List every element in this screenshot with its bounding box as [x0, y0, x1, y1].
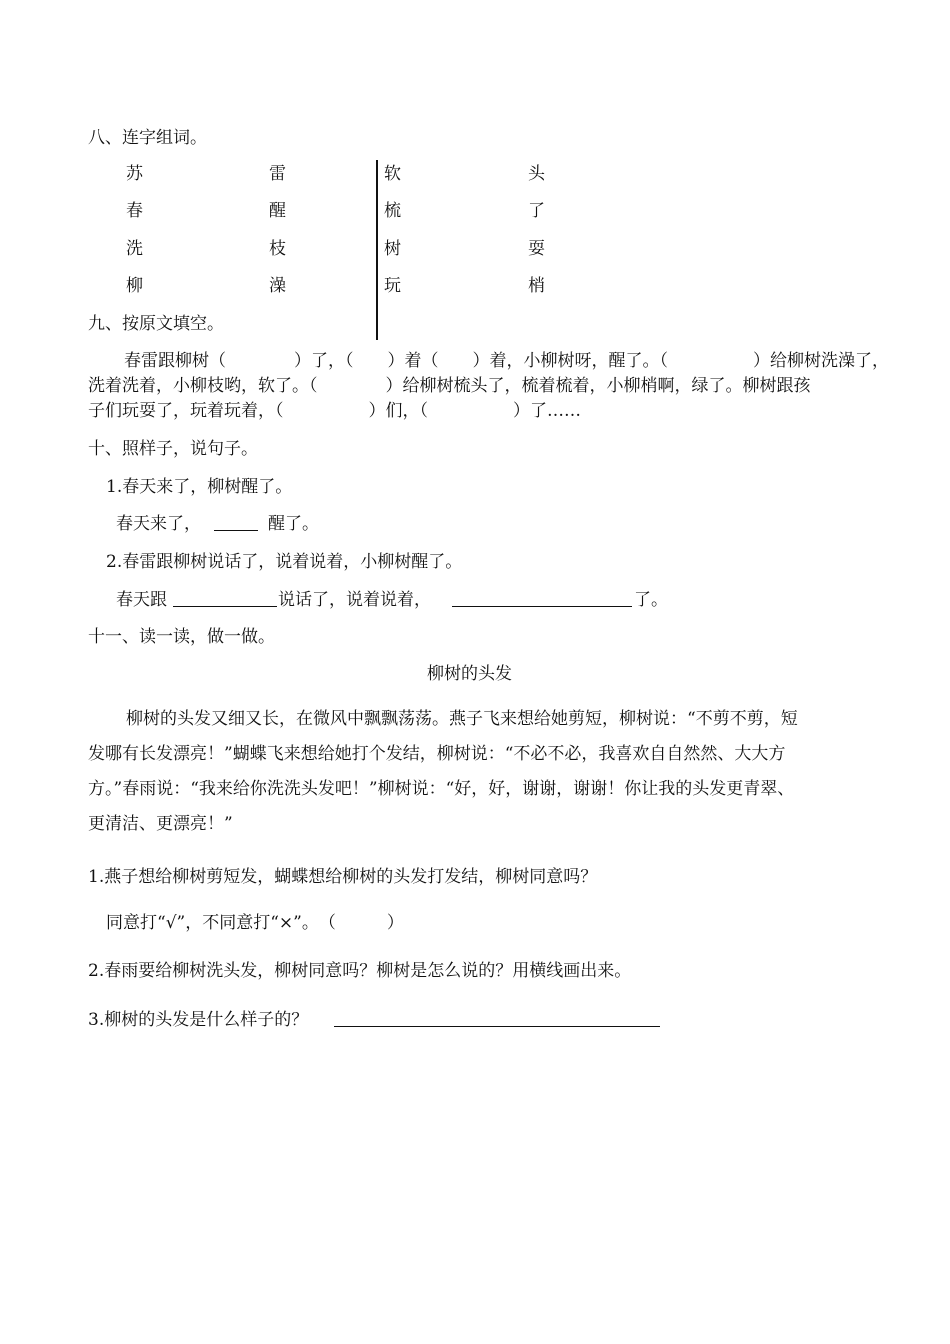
q10-fill2-middle: 说话了，说着说着， [278, 590, 431, 610]
word-left1-2: 春 [126, 201, 143, 221]
q10-fill1-prefix: 春天来了， [116, 514, 201, 534]
word-right1-1: 软 [384, 164, 401, 184]
q11-question-2: 2.春雨要给柳树洗头发，柳树同意吗？柳树是怎么说的？用横线画出来。 [88, 961, 632, 981]
word-left2-3: 枝 [269, 239, 286, 259]
q9-line-2: 洗着洗着，小柳枝哟，软了。（ ）给柳树梳头了，梳着梳着，小柳梢啊，绿了。柳树跟孩 [88, 376, 811, 396]
q11-question-1-note: 同意打“√”，不同意打“×”。 （ ） [106, 913, 404, 933]
word-right1-3: 树 [384, 239, 401, 259]
fill2-blank-a[interactable] [173, 606, 277, 607]
word-right2-3: 耍 [528, 239, 545, 259]
word-left2-1: 雷 [269, 164, 286, 184]
word-left2-4: 澡 [269, 276, 286, 296]
word-left2-2: 醒 [269, 201, 286, 221]
word-right2-2: 了 [528, 201, 545, 221]
passage-line-1: 柳树的头发又细又长，在微风中飘飘荡荡。燕子飞来想给她剪短，柳树说：“不剪不剪，短 [126, 709, 798, 729]
q10-fill1-suffix: 醒了。 [268, 514, 319, 534]
q8-title: 八、连字组词。 [88, 128, 207, 148]
passage-line-2: 发哪有长发漂亮！”蝴蝶飞来想给她打个发结，柳树说：“不必不必，我喜欢自自然然、大大方 [88, 744, 786, 764]
passage-title: 柳树的头发 [427, 664, 512, 684]
fill1-blank[interactable] [214, 530, 258, 531]
passage-line-3: 方。”春雨说：“我来给你洗洗头发吧！”柳树说：“好，好，谢谢，谢谢！你让我的头发更青翠、 [88, 779, 795, 799]
word-right2-4: 梢 [528, 276, 545, 296]
word-right1-4: 玩 [384, 276, 401, 296]
q10-title: 十、照样子，说句子。 [88, 439, 258, 459]
q10-fill2-suffix: 了。 [634, 590, 668, 610]
q10-sentence-1: 1.春天来了，柳树醒了。 [106, 477, 293, 497]
q11-question-3: 3.柳树的头发是什么样子的？ [88, 1010, 309, 1030]
word-right1-2: 梳 [384, 201, 401, 221]
q9-line-3: 子们玩耍了，玩着玩着，（ ）们，（ ）了…… [88, 401, 581, 421]
word-left1-4: 柳 [126, 276, 143, 296]
fill2-blank-b[interactable] [452, 606, 632, 607]
passage-line-4: 更清洁、更漂亮！” [88, 814, 233, 834]
q9-line-1: 春雷跟柳树（ ）了，（ ）着（ ）着，小柳树呀，醒了。（ ）给柳树洗澡了， [124, 351, 889, 371]
word-left1-1: 苏 [126, 164, 143, 184]
q11-question-1: 1.燕子想给柳树剪短发，蝴蝶想给柳树的头发打发结，柳树同意吗？ [88, 867, 598, 887]
word-left1-3: 洗 [126, 239, 143, 259]
column-divider [376, 160, 378, 340]
q10-sentence-2: 2.春雷跟柳树说话了，说着说着，小柳树醒了。 [106, 552, 463, 572]
q11-title: 十一、读一读，做一做。 [88, 627, 275, 647]
q9-title: 九、按原文填空。 [88, 314, 224, 334]
q10-fill2-prefix: 春天跟 [116, 590, 167, 610]
answer-line-3[interactable] [334, 1026, 660, 1027]
word-right2-1: 头 [528, 164, 545, 184]
